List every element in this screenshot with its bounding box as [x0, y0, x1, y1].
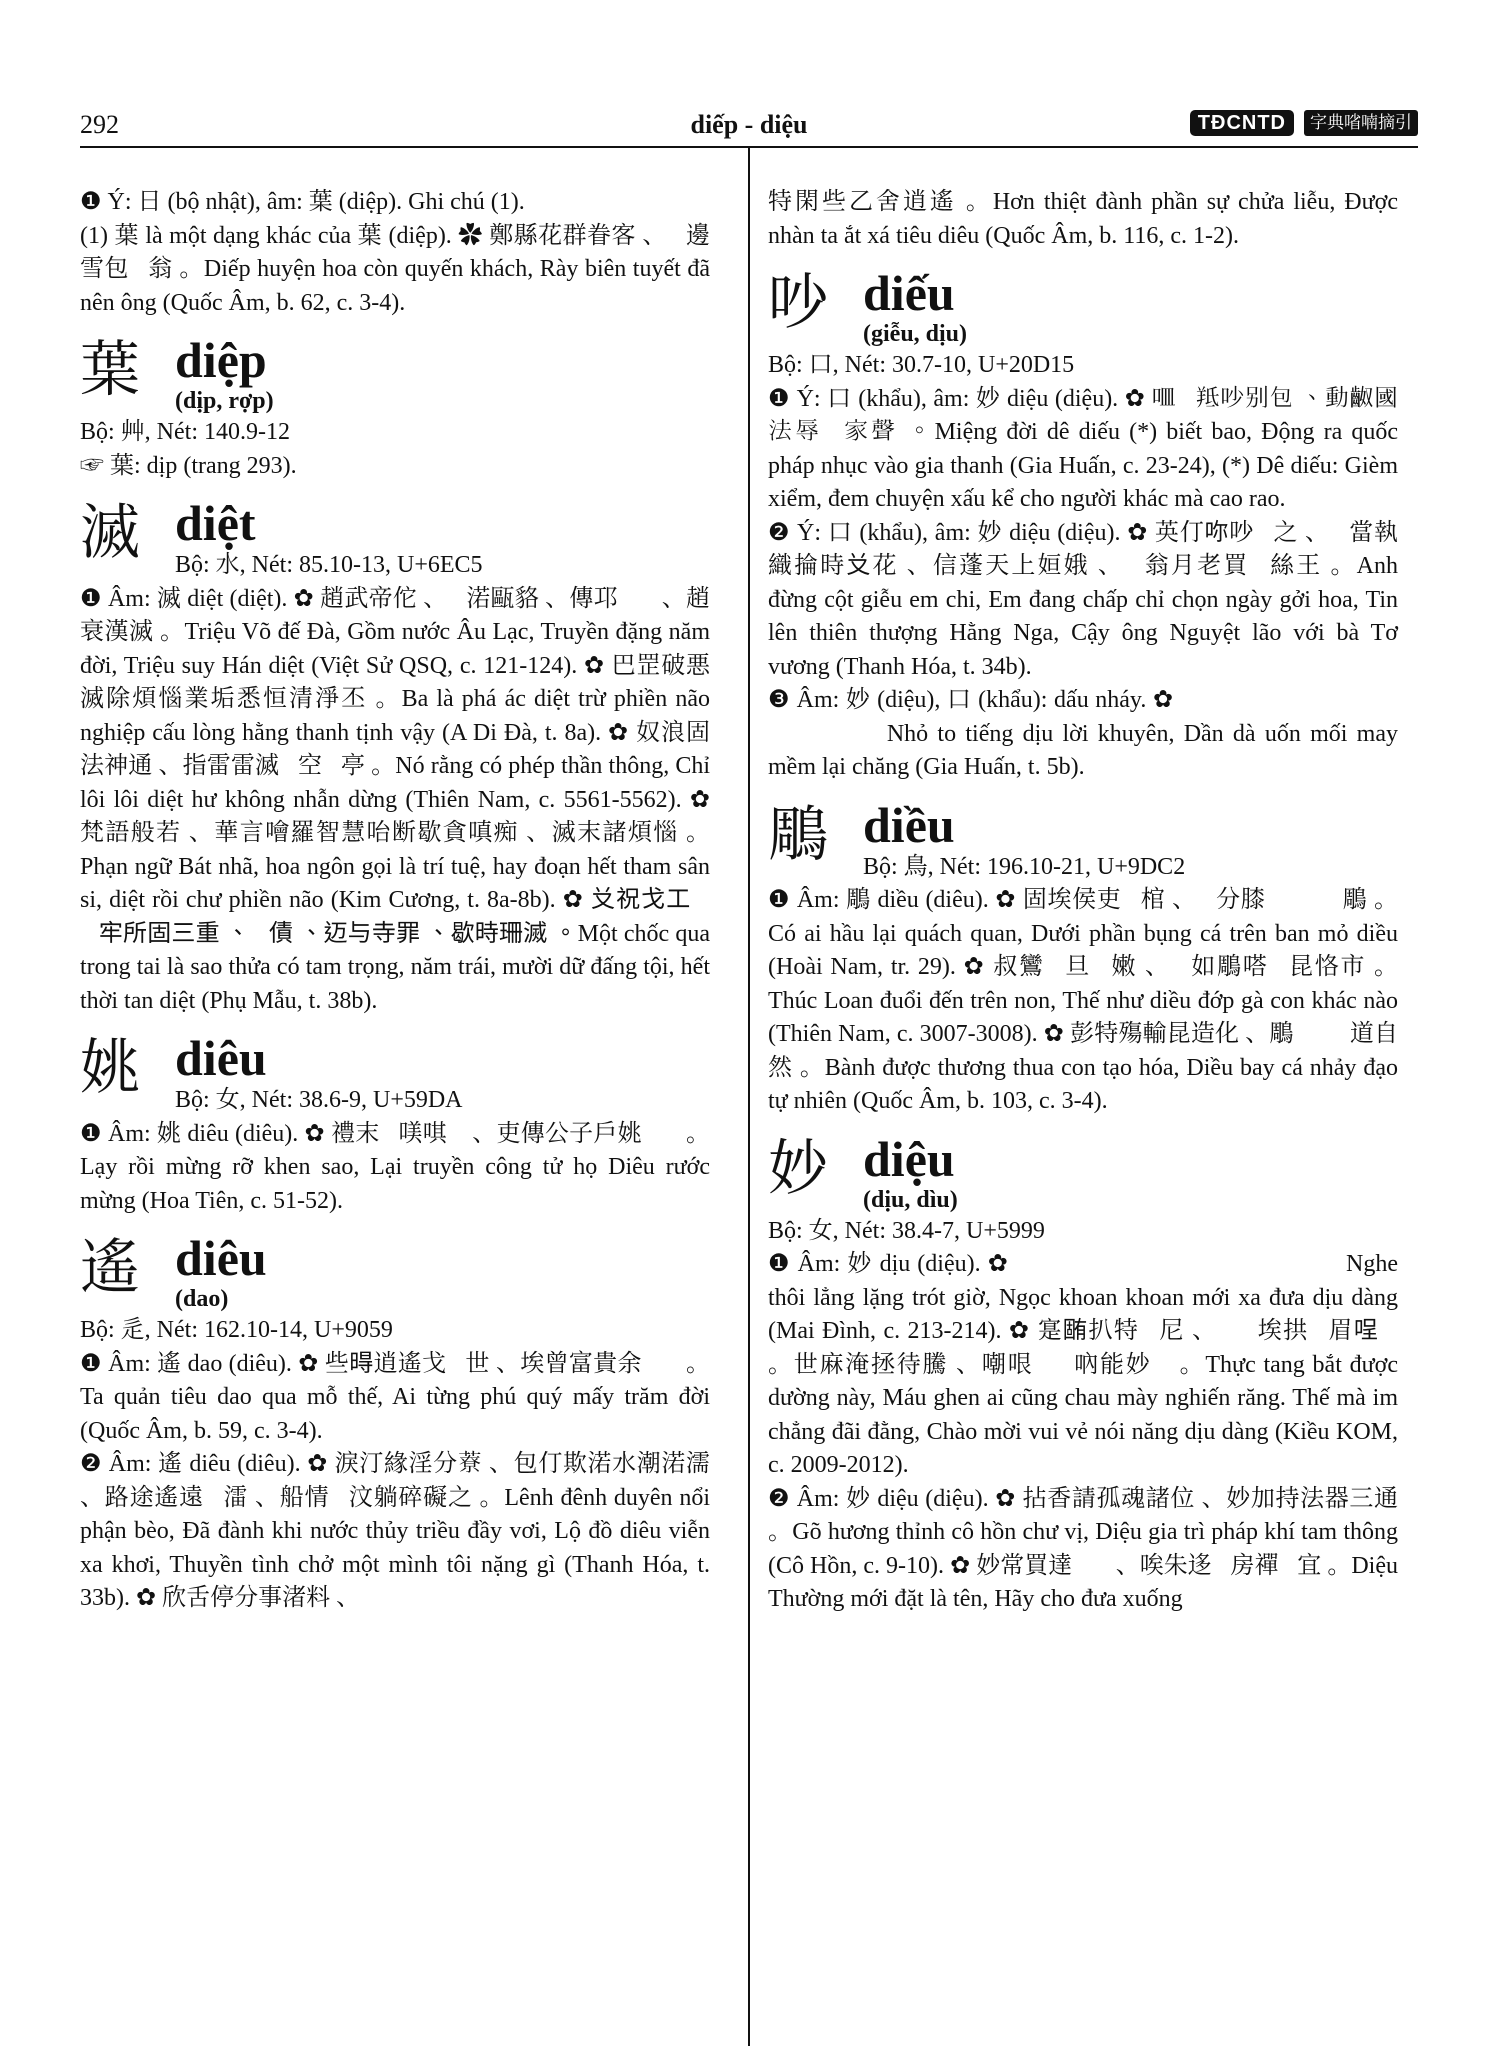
brand-badge-logo: TĐCNTD: [1190, 110, 1294, 136]
entry-word: diệu: [863, 1130, 955, 1187]
left-column: [80, 186, 710, 1616]
entry-header-diet: [80, 497, 710, 583]
entry-header-dieu-1: [80, 1032, 710, 1118]
entry-header-dieu-3: [768, 267, 1398, 349]
entry-alt-readings: (dao): [175, 1286, 229, 1312]
entry-alt-readings: (dịu, dìu): [863, 1186, 958, 1213]
entry-meta: Bộ: 鳥, Nét: 196.10-21, U+9DC2: [863, 853, 1186, 880]
brand-seal-logo: 字典㗂喃摘引: [1304, 110, 1418, 136]
brand-logos: [1190, 110, 1418, 136]
entry-meta: Bộ: 辵, Nét: 162.10-14, U+9059: [80, 1317, 393, 1343]
page-number: 292: [80, 110, 119, 139]
sense-paragraph: ❶ Âm: 姚 diêu (diêu). ✿ 禮末𢜠𠸍唭𢭗 、吏傳公子戶姚𨕭𢜠 。Lạy rồi mừng rỡ khen sao, Lại truyền công tử họ Diêu rước mừng (Hoa Tiên, c. 51-52).: [80, 1120, 710, 1214]
entry-meta: Bộ: 艸, Nét: 140.9-12: [80, 419, 290, 445]
entry-character: 姚: [80, 1033, 140, 1103]
entry-word: diệt: [175, 495, 256, 551]
entry-character: 遙: [80, 1233, 140, 1303]
sense-paragraph: ❷ Âm: 妙 diệu (diệu). ✿ 拈香請孤魂諸位 、妙加持法器三通 。Gõ hương thỉnh cô hồn chư vị, Diệu gia trì pháp khí tam thông (Cô Hồn, c. 9-10). ✿ 妙常買達𠸛𢭗 、唉朱迻𥨨房禪𢘾宜 。Diệu Thường mới đặt là tên, Hãy cho đưa xuống: [768, 1485, 1398, 1612]
sense-paragraph: ❶ Âm: 遙 dao (diêu). ✿ 些𣈜逍遙戈𠔮世 、埃曾富貴余𣰛𦹵 。Ta quản tiêu dao qua mỗ thế, Ai từng phú quý mấy trăm đời (Quốc Âm, b. 59, c. 3-4).: [80, 1350, 710, 1444]
entry-meta: Bộ: 口, Nét: 30.7-10, U+20D15: [768, 352, 1075, 378]
entry-word: diều: [863, 796, 955, 853]
entry-meta: Bộ: 水, Nét: 85.10-13, U+6EC5: [175, 552, 483, 578]
note-paragraph: (1) 葉 là một dạng khác của 葉 (diệp). ✿ 鄭縣花群眷客 、𠃣邊雪包𢓃翁 。Diếp huyện hoa còn quyến khách, Rày biên tuyết đã nên ông (Quốc Âm, b. 62, c. 3-4).: [80, 222, 710, 316]
sense-paragraph: ❶ Âm: 妙 dịu (diệu). ✿ 𦖑催朗朗𤯩徐 、玉寬寬買賒迻妙𠰉 。Nghe thôi lẳng lặng trót giờ, Ngọc khoan khoan mới xa đưa dịu dàng (Mai Đình, c. 213-214). ✿ 寔𣎏扒特𧡊尼 、𢀨𢜗埃拱𦎛眉𠴔𪘵 。世麻淹拯待騰 、嘲哏𢥈𡂑吶能妙𢭂 。Thực tang bắt được dường này, Máu ghen ai cũng chau mày nghiến răng. Thế mà im chẳng đãi đằng, Chào mời vui vẻ nói năng dịu dàng (Kiều KOM, c. 2009-2012).: [768, 1251, 1398, 1478]
entry-header-diep: [80, 334, 710, 416]
continued-paragraph: ❶ Ý: 日 (bộ nhật), âm: 葉 (diệp). Ghi chú (1).: [80, 189, 525, 215]
sense-paragraph: ❷ Âm: 遙 diêu (diêu). ✿ 淚汀緣淫分𦼔 、包仃欺渃水潮渃濡 、路途遙遠𣩂㵢 、船情𨀈汶躺碎礙之 。Lênh đênh duyên nổi phận bèo, Đã đành khi nước thủy triều đầy vơi, Lộ đồ diêu viễn xa khơi, Thuyền tình chở một mình tôi nặng gì (Thanh Hóa, t. 33b). ✿ 欣舌停分事渚料 、: [80, 1451, 710, 1611]
sense-paragraph: ❸ Âm: 妙 (diệu), 口 (khẩu): dấu nháy. ✿ 𡮈𦻵哨吵唓圈 、寅𦑃捥買𡢐𦇉吏庄 。Nhỏ to tiếng dịu lời khuyên, Dần dà uốn mối may mềm lại chăng (Gia Huấn, t. 5b).: [768, 687, 1398, 780]
entry-header-dieu-2: [80, 1232, 710, 1314]
entry-meta: Bộ: 女, Nét: 38.6-9, U+59DA: [175, 1087, 463, 1113]
entry-word: diêu: [175, 1030, 267, 1086]
column-divider: [748, 146, 750, 2046]
running-head: diếp - diệu: [690, 110, 808, 139]
sense-paragraph: ❶ Âm: 滅 diệt (diệt). ✿ 趙武帝佗 、𨁪渃甌貉 、傳邛𦋦𦹵 、趙衰漢滅 。Triệu Võ đế Đà, Gồm nước Âu Lạc, Truyền đặng năm đời, Triệu suy Hán diệt (Việt Sử QSQ, c. 121-124). ✿ 巴罡破悪滅除煩惱業垢悉恒清淨丕 。Ba là phá ác diệt trừ phiền não nghiệp cấu lòng hằng thanh tịnh vậy (A Di Đà, t. 8a). ✿ 奴浪固法神通 、指雷雷滅𡗶空𢬣亭 。Nó rằng có phép thần thông, Chỉ lôi lôi diệt hư không nhẫn dừng (Thiên Nam, c. 5561-5562). ✿ 梵語般若 、華言噲羅智慧咍断歇貪嗔痴 、滅末諸煩惱 。Phạn ngữ Bát nhã, hoa ngôn gọi là trí tuệ, hay đoạn hết tham sân si, diệt rồi chư phiền não (Kim Cương, t. 8a-8b). ✿ 𠬠祝戈工𦖻𠘯牢所固三重 、𢀨債 、迈与寺罪 、歇時珊滅 。Một chốc qua trong tai là sao thửa có tam trọng, năm trái, mười dữ đấng tội, hết thời tan diệt (Phụ Mẫu, t. 38b).: [80, 585, 710, 1014]
entry-header-dieu-5: [768, 1130, 1398, 1215]
entry-word: diệp: [175, 332, 267, 388]
entry-word: diếu: [863, 265, 955, 321]
sense-paragraph: ❷ Ý: 口 (khẩu), âm: 妙 diệu (diệu). ✿ 英仃𠰚吵𡛔之 、𡛔當執織掄時𠬠花 、信蓬天上姮娥 、𢭂翁月老買𡢐絲王 。Anh đừng cột giễu em chi, Em đang chấp chỉ chọn ngày gởi hoa, Tin lên thiên thượng Hằng Nga, Cậy ông Nguyệt lão với bà Tơ vương (Thanh Hóa, t. 34b).: [768, 519, 1398, 680]
entry-character: 吵: [768, 268, 828, 338]
right-column: [768, 186, 1398, 1617]
entry-alt-readings: (dịp, rợp): [175, 388, 274, 414]
sense-paragraph: ❶ Ý: 口 (khẩu), âm: 妙 diệu (diệu). ✿ 𠰘𦹵羝吵别包 、動𪗵國法辱𢗼家聲 。Miệng đời dê diếu (*) biết bao, Động ra quốc pháp nhục vào gia thanh (Gia Huấn, c. 23-24), (*) Dê diếu: Gièm xiểm, đem chuyện xấu kể cho người khác mà cao rao.: [768, 385, 1398, 512]
sense-paragraph: ❶ Âm: 鵰 diều (diêu). ✿ 固埃侯吏𣘃棺 、𠁑分膝𩵜𨓢𠓨𣘃鵰 。Có ai hầu lại quách quan, Dưới phần bụng cá trên ban mỏ diều (Hoài Nam, tr. 29). ✿ 叔鸞𨆷旦𡶀嫩 、𠱊如鵰嗒𪃿昆恪市 。Thúc Loan đuổi đến trên non, Thế như diều đớp gà con khác nào (Thiên Nam, c. 3007-3008). ✿ 彭特殤輸昆造化 、鵰𨀈𩵜𨁪道自然 。Bành được thương thua con tạo hóa, Diều bay cá nhảy đạo tự nhiên (Quốc Âm, b. 103, c. 3-4).: [768, 887, 1398, 1114]
entry-character: 妙: [768, 1133, 828, 1204]
continued-paragraph: 特閑些乙舍逍遙 。Hơn thiệt đành phần sự chửa liễu, Được nhàn ta ắt xá tiêu diêu (Quốc Âm, b. 116, c. 1-2).: [768, 189, 1398, 249]
entry-word: diêu: [175, 1230, 267, 1286]
entry-alt-readings: (giễu, dịu): [863, 321, 968, 347]
cross-reference: ☞ 葉: dịp (trang 293).: [80, 452, 297, 479]
entry-character: 葉: [80, 335, 140, 405]
entry-character: 鵰: [768, 799, 828, 870]
entry-meta: Bộ: 女, Nét: 38.4-7, U+5999: [768, 1217, 1045, 1244]
entry-header-dieu-4: [768, 796, 1398, 885]
entry-character: 滅: [80, 498, 140, 568]
page-header: [80, 110, 1418, 146]
